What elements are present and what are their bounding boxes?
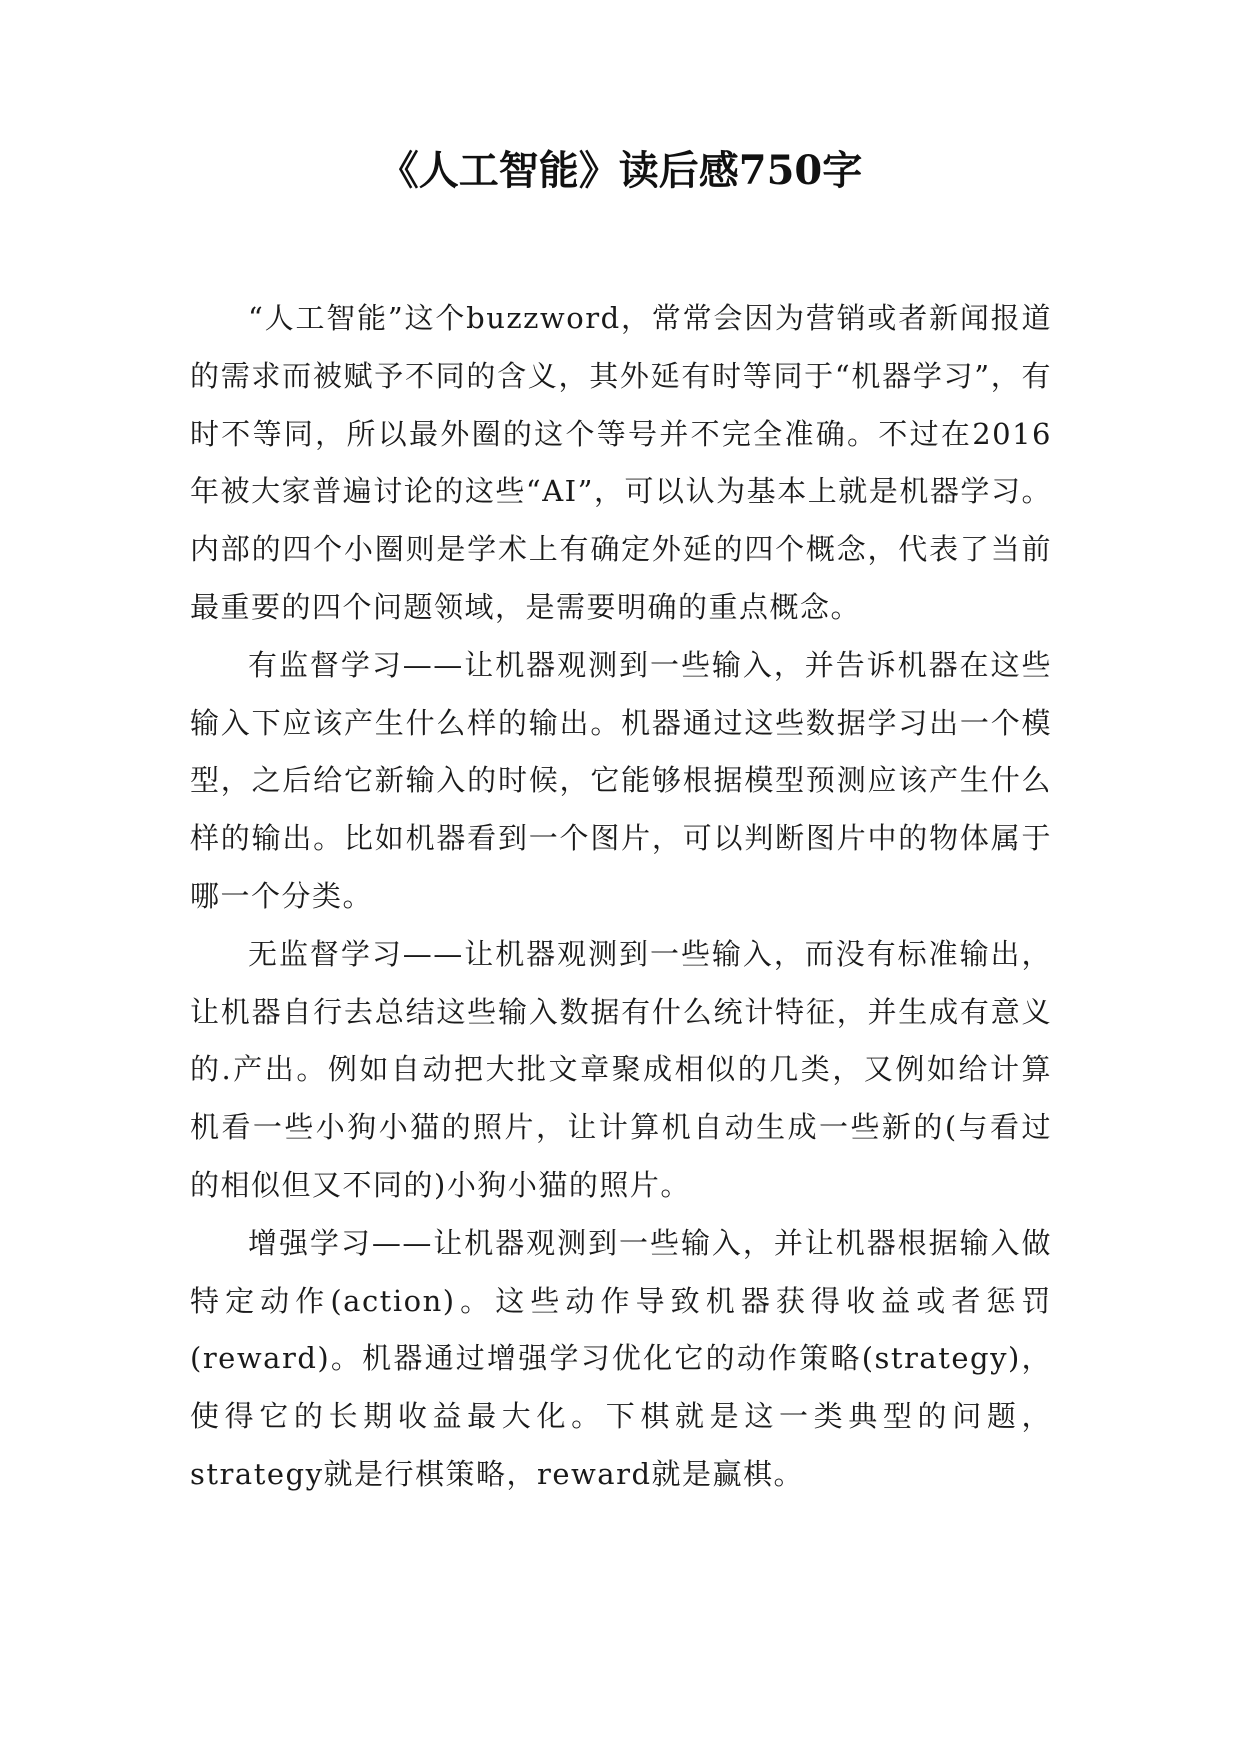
paragraph-reinforcement-learning: 增强学习——让机器观测到一些输入，并让机器根据输入做特定动作(action)。这些动作导致机器获得收益或者惩罚(reward)。机器通过增强学习优化它的动作策略(strategy)，使得它的长期收益最大化。下棋就是这一类典型的问题，strategy就是行棋策略，reward就是赢棋。 [190,1225,1052,1491]
paragraph-intro: “人工智能”这个buzzword，常常会因为营销或者新闻报道的需求而被赋予不同的含义，其外延有时等同于“机器学习”，有时不等同，所以最外圈的这个等号并不完全准确。不过在2016年被大家普遍讨论的这些“AI”，可以认为基本上就是机器学习。内部的四个小圈则是学术上有确定外延的四个概念，代表了当前最重要的四个问题领域，是需要明确的重点概念。 [190,301,1052,624]
paragraph-supervised-learning: 有监督学习——让机器观测到一些输入，并告诉机器在这些输入下应该产生什么样的输出。机器通过这些数据学习出一个模型，之后给它新输入的时候，它能够根据模型预测应该产生什么样的输出。比如机器看到一个图片，可以判断图片中的物体属于哪一个分类。 [190,647,1052,913]
paragraph-unsupervised-learning: 无监督学习——让机器观测到一些输入，而没有标准输出，让机器自行去总结这些输入数据有什么统计特征，并生成有意义的.产出。例如自动把大批文章聚成相似的几类，又例如给计算机看一些小狗小猫的照片，让计算机自动生成一些新的(与看过的相似但又不同的)小狗小猫的照片。 [190,936,1052,1202]
document-title: 《人工智能》读后感750字 [378,147,863,194]
document-body [190,290,1052,1504]
